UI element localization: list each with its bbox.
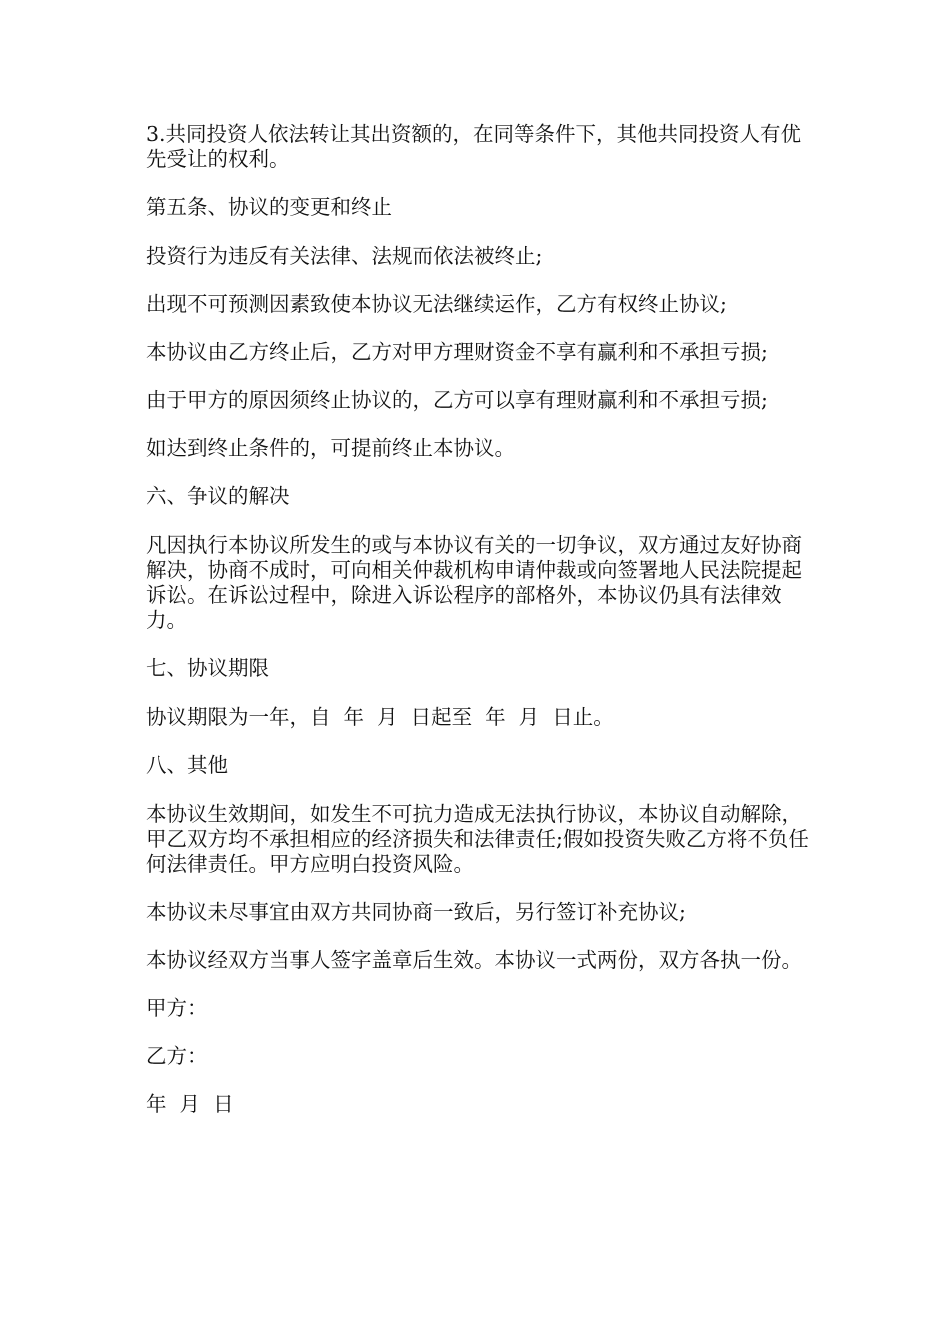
termination-item-1: 投资行为违反有关法律、法规而依法被终止; — [146, 244, 543, 268]
term-clause: 协议期限为一年，自 年 月 日起至 年 月 日止。 — [146, 705, 614, 729]
effectiveness-clause: 本协议经双方当事人签字盖章后生效。本协议一式两份，双方各执一份。 — [146, 948, 802, 972]
termination-item-2: 出现不可预测因素致使本协议无法继续运作，乙方有权终止协议; — [146, 292, 727, 316]
party-a-signature-line: 甲方： — [146, 996, 208, 1020]
termination-item-4: 由于甲方的原因须终止协议的，乙方可以享有理财赢利和不承担亏损; — [146, 388, 768, 412]
party-b-signature-line: 乙方： — [146, 1044, 208, 1068]
termination-item-3: 本协议由乙方终止后，乙方对甲方理财资金不享有赢利和不承担亏损; — [146, 340, 768, 364]
section-heading-other: 八、其他 — [146, 753, 228, 777]
section-heading-dispute: 六、争议的解决 — [146, 484, 290, 508]
termination-item-5: 如达到终止条件的，可提前终止本协议。 — [146, 436, 515, 460]
date-line: 年 月 日 — [146, 1092, 234, 1116]
force-majeure-clause: 本协议生效期间，如发生不可抗力造成无法执行协议，本协议自动解除，甲乙双方均不承担相应的经济损失和法律责任;假如投资失败乙方将不负任何法律责任。甲方应明白投资风险。 — [146, 802, 809, 876]
dispute-clause: 凡因执行本协议所发生的或与本协议有关的一切争议，双方通过友好协商解决，协商不成时，可向相关仲裁机构申请仲裁或向签署地人民法院提起诉讼。在诉讼过程中，除进入诉讼程序的部格外，本协议仍具有法律效力。 — [146, 533, 802, 632]
supplementary-clause: 本协议未尽事宜由双方共同协商一致后，另行签订补充协议; — [146, 900, 686, 924]
clause-transfer-priority: 3.共同投资人依法转让其出资额的，在同等条件下，其他共同投资人有优先受让的权利。 — [146, 122, 802, 171]
section-heading-change-termination: 第五条、协议的变更和终止 — [146, 195, 392, 219]
section-heading-term: 七、协议期限 — [146, 656, 269, 680]
document-body — [146, 122, 811, 1140]
